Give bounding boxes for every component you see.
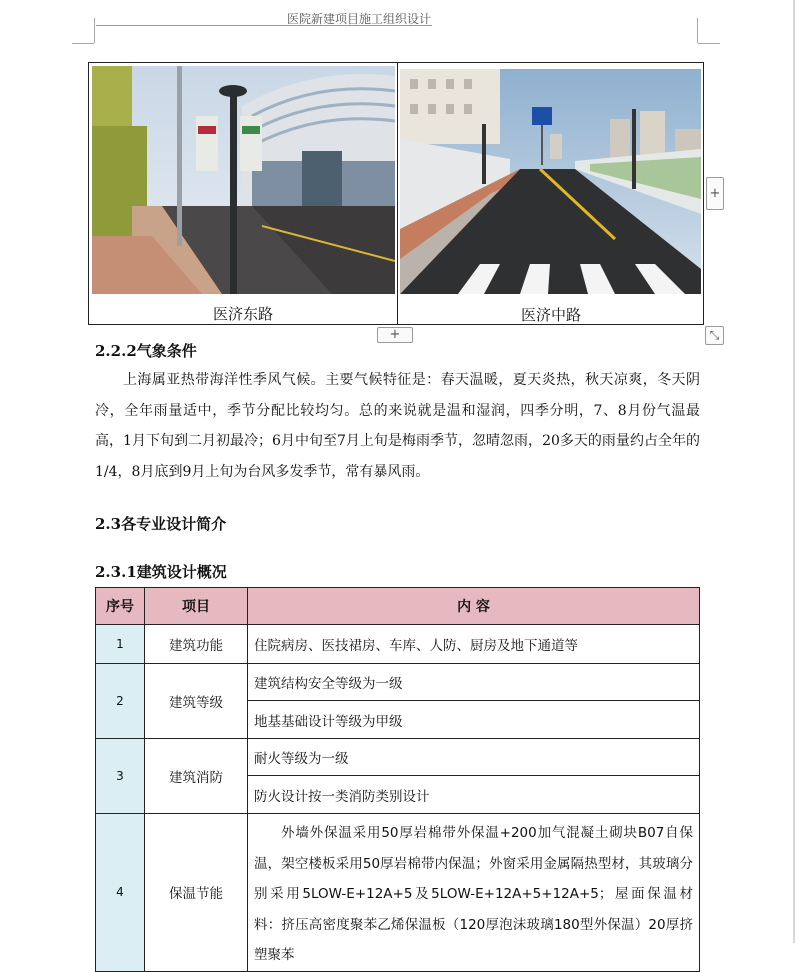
- row-item: 保温节能: [145, 814, 248, 972]
- row-num: 2: [96, 664, 145, 739]
- row-content: 地基基础设计等级为甲级: [248, 701, 700, 739]
- corner-mark-top-left-vertical: [94, 18, 95, 43]
- section-heading-2-3-1: 2.3.1建筑设计概况: [95, 563, 227, 581]
- row-num: 4: [96, 814, 145, 972]
- climate-paragraph: 上海属亚热带海洋性季风气候。主要气候特征是：春天温暖，夏天炎热，秋天凉爽，冬天阴冷，全年雨量适中，季节分配比较均匀。总的来说就是温和湿润，四季分明，7、8月份气温最高，1月下旬到二月初最冷；6月中旬至7月上旬是梅雨季节，忽晴忽雨，20多天的雨量约占全年的1/4，8月底到9月上旬为台风多发季节，常有暴风雨。: [95, 372, 700, 480]
- table-row: [96, 739, 700, 776]
- corner-mark-top-right: [698, 43, 720, 44]
- resize-table-handle[interactable]: ⤡: [705, 326, 724, 345]
- photo-east-road-image: [92, 66, 395, 294]
- row-item: 建筑等级: [145, 664, 248, 739]
- photo-east-road[interactable]: [92, 66, 395, 294]
- photo-middle-road-image: [400, 69, 701, 294]
- header-title: 医院新建项目施工组织设计: [287, 12, 432, 26]
- insert-row-button[interactable]: +: [377, 327, 413, 343]
- section-heading-2-3: 2.3各专业设计简介: [95, 515, 227, 533]
- photo-middle-road[interactable]: [400, 69, 701, 294]
- corner-mark-top-right-vertical: [697, 18, 698, 43]
- section-heading-2-2-2: 2.2.2气象条件: [95, 342, 197, 360]
- corner-mark-top-left: [72, 43, 94, 44]
- header-content: 内 容: [248, 588, 700, 625]
- table-row: [96, 664, 700, 701]
- header-num: 序号: [96, 588, 145, 625]
- row-content: 住院病房、医技裙房、车库、人防、厨房及地下通道等: [248, 625, 700, 664]
- row-content: 建筑结构安全等级为一级: [248, 664, 700, 701]
- table-row: [96, 625, 700, 664]
- photo-divider: [397, 63, 398, 324]
- caption-middle-road: 医济中路: [520, 306, 581, 324]
- architecture-design-table: [95, 587, 700, 972]
- insert-column-button[interactable]: +: [706, 177, 724, 210]
- table-header-row: [96, 588, 700, 625]
- caption-east-road: 医济东路: [212, 305, 273, 323]
- table-row: [96, 814, 700, 972]
- photo-table[interactable]: [88, 62, 704, 325]
- row-content: 防火设计按一类消防类别设计: [248, 776, 700, 814]
- row-num: 3: [96, 739, 145, 814]
- row-content: 外墙外保温采用50厚岩棉带外保温+200加气混凝土砌块B07自保温，架空楼板采用50厚岩棉带内保温；外窗采用金属隔热型材，其玻璃分别采用5LOW-E+12A+5及5LOW-E+12A+5+12A+5；屋面保温材料：挤压高密度聚苯乙烯保温板（120厚泡沫玻璃180型外保温）20厚挤塑聚苯: [248, 814, 700, 972]
- header-item: 项目: [145, 588, 248, 625]
- row-content: 耐火等级为一级: [248, 739, 700, 776]
- row-item: 建筑消防: [145, 739, 248, 814]
- row-item: 建筑功能: [145, 625, 248, 664]
- row-num: 1: [96, 625, 145, 664]
